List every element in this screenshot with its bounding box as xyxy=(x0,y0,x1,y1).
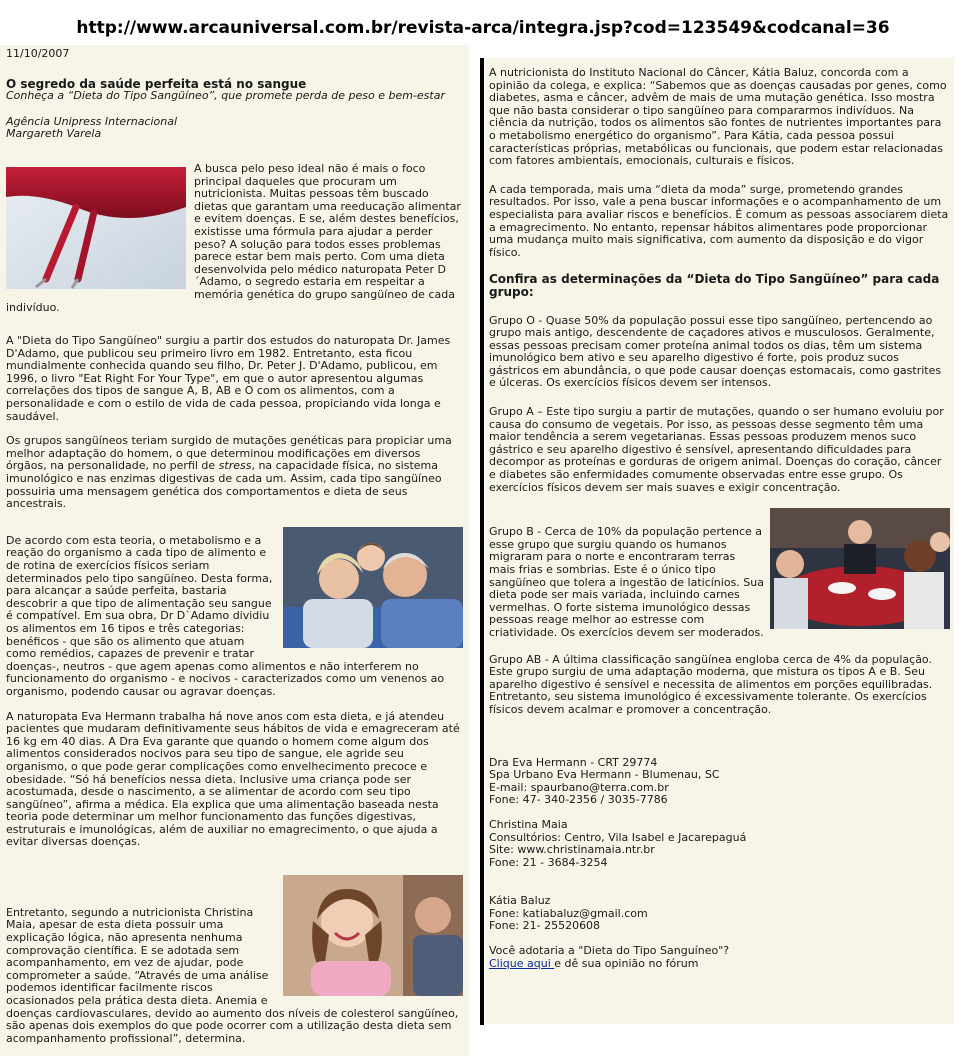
dinner-image xyxy=(770,508,950,629)
forum-question: Você adotaria a "Dieta do Tipo Sanguíneo"? xyxy=(489,944,730,958)
group-o-paragraph: Grupo O - Quase 50% da população possui esse tipo sangüíneo, pertencendo ao grupo mais antigo, descendente de caçadores ativos e musculosos. Geralmente, essas pessoas precisam comer proteína animal todos os dias, têm um sistema imunológico bem ativo e seu aparelho digestivo é forte, pois produz sucos gástricos em abundância, o que pode causar doenças estomacais, como gastrites e úlceras. Os exercícios físicos devem ser intensos. xyxy=(489,313,942,390)
blood-bag-image xyxy=(6,167,186,289)
article-subtitle: Conheça a “Dieta do Tipo Sangüíneo”, que promete perda de peso e bem-estar xyxy=(6,89,445,103)
article-agency: Agência Unipress Internacional xyxy=(6,114,178,128)
contact-katia: Kátia Baluz Fone: katiabaluz@gmail.com Fone: 21- 25520608 xyxy=(489,894,648,933)
group-a-paragraph: Grupo A – Este tipo surgiu a partir de mutações, quando o ser humano evoluiu por causa do consumo de vegetais. Por isso, as pessoas desse segmento têm uma maior tendência a serem vegetarianas. Essas pessoas produzem menos suco gástrico e seu aparelho digestivo é sensível, apresentando dificuldades para decompor as proteínas e gorduras de origem animal. Doenças do coração, câncer e diabetes são enfermidades comumente observadas entre esse grupo. Os exercícios físicos devem ser mais suaves e exigir concentração. xyxy=(489,405,944,494)
forum-line: Clique aqui e dê sua opinião no fórum xyxy=(489,956,699,970)
group-b-paragraph: Grupo B - Cerca de 10% da população pertence a esse grupo que surgiu quando os humanos migraram para o norte e encontraram terras mais frias e sombrias. Este é o único tipo sangüíneo que tolera a ingestão de laticínios. Sua dieta pode ser mais variada, incluindo carnes vermelhas. O forte sistema imunológico dessas pessoas reage melhor ao estresse com criatividade. Os exercícios devem ser moderados. xyxy=(489,525,764,639)
left-paragraph-1: A busca pelo peso ideal não é mais o foco principal daqueles que procuram um nutricionista. Muitas pessoas têm buscado dietas que garantam uma reeducação alimentar e evitem doenças. E se, além destes benefícios, existisse uma fórmula para ajudar a perder peso? A solução para todos esses problemas parece estar bem mais perto. Com uma dieta desenvolvida pelo médico naturopata Peter D´Adamo, o segredo estaria em respeitar a memória genética do grupo sangüíneo de cada indivíduo. xyxy=(6,161,461,314)
girl-image xyxy=(283,875,463,996)
left-paragraph-4: De acordo com esta teoria, o metabolismo e a reação do organismo a cada tipo de alimento e de rotina de exercícios físicos seriam determinados pelo tipo sangüíneo. Desta forma, para alcançar a saúde perfeita, bastaria descobrir a que tipo de alimentação seu sangue é compatível. Em sua obra, Dr D`Adamo dividiu os alimentos em 16 tipos e três categorias: benéficos - que são os alimento que atuam como remédios, capazes de prevenir e tratar doenças-, neutros - que agem apenas como alimentos e não interferem no funcionamento do organismo - e nocivos - caracterizados como um venenos ao organismo, podendo causar ou agravar doenças. xyxy=(6,533,445,698)
forum-link[interactable]: Clique aqui xyxy=(489,956,555,970)
right-paragraph-2: A cada temporada, mais uma “dieta da moda” surge, prometendo grandes resultados. Por isso, vale a pena buscar informações e o acompanhamento de um especialista para avaliar riscos e benefícios. É comum as pessoas associarem dieta a emagrecimento. No entanto, repensar hábitos alimentares pode proporcionar uma mudança muito mais significativa, com aumento da disposição e do vigor físico. xyxy=(489,182,949,259)
group-ab-paragraph: Grupo AB - A última classificação sangüínea engloba cerca de 4% da população. Este grupo surgiu de uma adaptação moderna, que mistura os tipos A e B. Seu aparelho digestivo é sensível e necessita de alimentos em porções equilibradas. Entretanto, seu sistema imunológico é excessivamente tolerante. Os exercícios físicos devem acalmar e promover a concentração. xyxy=(489,652,933,716)
left-column xyxy=(0,45,469,1056)
contact-christina: Christina Maia Consultórios: Centro, Vila Isabel e Jacarepaguá Site: www.christinamaia.ntr.br Fone: 21 - 3684-3254 xyxy=(489,817,747,869)
left-paragraph-6: Entretanto, segundo a nutricionista Christina Maia, apesar de esta dieta possuir uma explicação lógica, não apresenta nenhuma comprovação científica. E se adotada sem acompanhamento, em vez de ajudar, pode comprometer a saúde. “Através de uma análise podemos identificar facilmente riscos ocasionados pela prática desta dieta. Anemia e doenças cardiovasculares, devido ao aumento dos níveis de colesterol sangüíneo, são apenas dois exemplos do que pode ocorrer com a utilização desta dieta sem acompanhamento profissional”, determina. xyxy=(6,905,459,1045)
right-paragraph-1: A nutricionista do Instituto Nacional do Câncer, Kátia Baluz, concorda com a opinião da colega, e explica: “Sabemos que as doenças causadas por genes, como diabetes, asma e câncer, advêm de mais de uma mutação genética. Isso mostra que não basta considerar o tipo sangüíneo para compararmos indivíduos. Na ciência da nutrição, todos os alimentos são fontes de nutrientes importantes para o metabolismo energético do organismo”. Para Kátia, cada pessoa possui características próprias, metabólicas ou funcionais, que podem estar relacionadas com fatores ambientais, emocionais, culturais e físicos. xyxy=(489,66,947,168)
left-paragraph-3: Os grupos sangüíneos teriam surgido de mutações genéticas para propiciar uma melhor adaptação do homem, o que determinou modificações em diversos órgãos, na personalidade, no perfil de stress, na capacidade física, no sistema imunológico e nas enzimas digestivas de cada um. Assim, cada tipo sangüíneo possuiria uma mensagem genética dos comportamentos e dieta de seus ancestrais. xyxy=(6,434,452,511)
article-title: O segredo da saúde perfeita está no sangue xyxy=(6,76,307,91)
family-image xyxy=(283,527,463,648)
page-url: http://www.arcauniversal.com.br/revista-arca/integra.jsp?cod=123549&codcanal=36 xyxy=(76,18,890,38)
article-author: Margareth Varela xyxy=(6,127,102,141)
left-paragraph-5: A naturopata Eva Hermann trabalha há nove anos com esta dieta, e já atendeu pacientes que mudaram definitivamente seus hábitos de vida e emagreceram até 16 kg em 40 dias. A Dra Eva garante que quando o homem come algum dos alimentos considerados nocivos para seu tipo de sangue, ele agride seu organismo, o que pode gerar complicações como envelhecimento precoce e obesidade. “Só há benefícios nessa dieta. Inclusive uma criança pode ser acostumada, desde o nascimento, a se alimentar de acordo com seu tipo sangüíneo”, afirma a médica. Ela explica que uma alimentação baseada nesta teoria pode determinar um melhor funcionamento das funções digestivas, estruturais e imunológicas, além de auxiliar no emagrecimento, o que ajuda a evitar diversas doenças. xyxy=(6,709,460,849)
column-divider xyxy=(480,58,484,1025)
groups-heading: Confira as determinações da “Dieta do Tipo Sangüíneo” para cada grupo: xyxy=(489,272,940,299)
left-paragraph-2: A "Dieta do Tipo Sangüíneo" surgiu a partir dos estudos do naturopata Dr. James D'Adamo, que publicou seu primeiro livro em 1982. Entretanto, esta ficou mundialmente conhecida quando seu filho, Dr. Peter J. D'Adamo, publicou, em 1996, o livro "Eat Right For Your Type", em que o autor apresentou algumas correlações dos tipos de sangue A, B, AB e O com os alimentos, com a personalidade e com o estilo de vida de cada pessoa, propiciando vida longa e saudável. xyxy=(6,334,451,423)
right-column xyxy=(485,58,954,1024)
contact-eva: Dra Eva Hermann - CRT 29774 Spa Urbano Eva Hermann - Blumenau, SC E-mail: spaurbano@terra.com.br Fone: 47- 340-2356 / 3035-7786 xyxy=(489,755,720,807)
article-date: 11/10/2007 xyxy=(6,47,70,60)
